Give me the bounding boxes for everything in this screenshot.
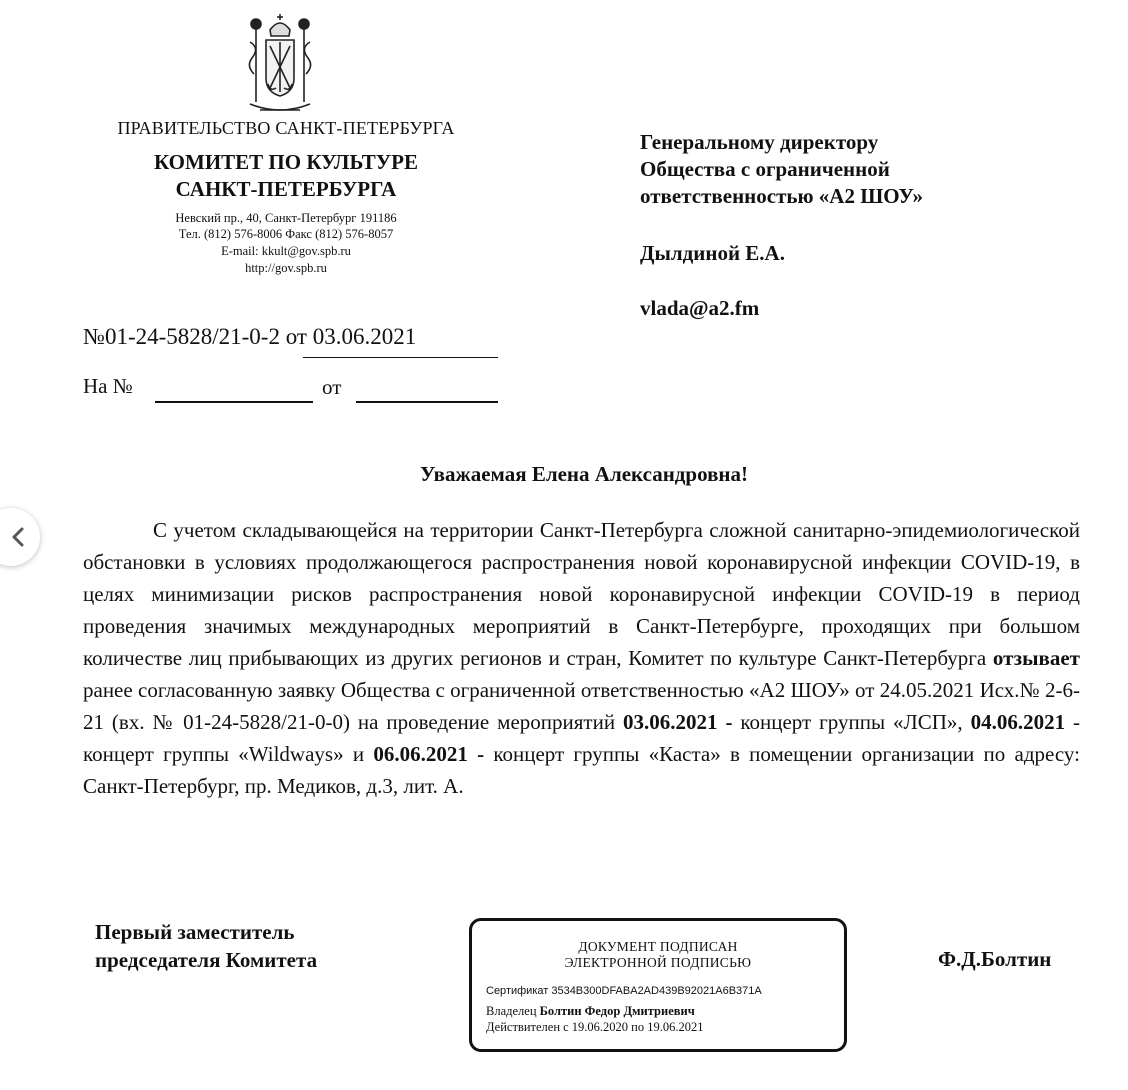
e-signature-stamp: [469, 918, 847, 1052]
body-paragraph: [83, 514, 1080, 802]
signatory-title-line2: председателя Комитета: [95, 948, 318, 972]
body-bold-date3: 06.06.2021 -: [373, 742, 485, 766]
issuer-phone: Тел. (812) 576-8006 Факс (812) 576-8057: [178, 227, 394, 241]
issuer-address: Невский пр., 40, Санкт-Петербург 191186: [175, 211, 397, 225]
stamp-owner-name: Болтин Федор Дмитриевич: [539, 1004, 695, 1018]
reply-number-label: На №: [83, 374, 133, 398]
body-text-part3: концерт группы «ЛСП»,: [732, 710, 971, 734]
stamp-heading-line1: ДОКУМЕНТ ПОДПИСАН: [578, 939, 738, 954]
body-text-part1: С учетом складывающейся на территории Санкт-Петербурга сложной санитарно-эпидемиологической обстановки в условиях продолжающегося распространения новой коронавирусной инфекции COVID-19, в целях минимизации рисков распространения новой коронавирусной инфекции COVID-19 в период проведения значимых международных мероприятий в Санкт-Петербурге, проходящих при большом количестве лиц прибывающих из других регионов и стран, Комитет по культуре Санкт-Петербурга: [83, 518, 1080, 670]
signatory-title-line1: Первый заместитель: [95, 920, 295, 944]
stamp-owner: [486, 1004, 695, 1019]
stamp-certificate: Сертификат 3534B300DFABA2AD439B92021A6B371A: [486, 985, 762, 997]
committee-title-line1: КОМИТЕТ ПО КУЛЬТУРЕ: [153, 150, 419, 174]
body-text-part2: ранее согласованную заявку Общества с ограниченной ответственностью «А2 ШОУ» от 24.05.2021 Исх.№ 2-6-21 (вх. № 01-24-5828/21-0-0) на проведение мероприятий: [83, 678, 1080, 734]
reply-date-label: от: [322, 375, 342, 399]
addressee-organization-line1: Общества с ограниченной: [640, 157, 890, 181]
addressee-name: Дылдиной Е.А.: [640, 241, 785, 265]
reply-date-blank: [356, 401, 498, 403]
coat-of-arms-icon: [232, 12, 328, 120]
committee-title-line2: САНКТ-ПЕТЕРБУРГА: [175, 177, 397, 201]
registration-number: №01-24-5828/21-0-2 от 03.06.2021: [83, 324, 417, 349]
registration-underline: [303, 357, 498, 358]
stamp-validity: Действителен с 19.06.2020 по 19.06.2021: [486, 1020, 704, 1034]
addressee-organization-line2: ответственностью «А2 ШОУ»: [640, 184, 924, 208]
addressee-email: vlada@a2.fm: [640, 296, 760, 320]
issuer-email: E-mail: kkult@gov.spb.ru: [221, 244, 351, 258]
addressee-position: Генеральному директору: [640, 130, 879, 154]
government-title: ПРАВИТЕЛЬСТВО САНКТ-ПЕТЕРБУРГА: [117, 118, 455, 138]
body-bold-date1: 03.06.2021 -: [623, 710, 733, 734]
signatory-name: Ф.Д.Болтин: [938, 947, 1052, 971]
body-text-part4: - концерт группы «Wildways» и: [83, 710, 1080, 766]
greeting: Уважаемая Елена Александровна!: [419, 462, 749, 486]
previous-button[interactable]: [0, 508, 40, 566]
body-text-part5: концерт группы «Каста» в помещении организации по адресу: Санкт-Петербург, пр. Медиков, д.3, лит. А.: [83, 742, 1080, 798]
chevron-left-icon: [10, 526, 26, 548]
letter-body: [83, 514, 1080, 802]
body-bold-revokes: отзывает: [992, 646, 1080, 670]
issuer-website: http://gov.spb.ru: [245, 261, 327, 275]
stamp-owner-label: Владелец: [486, 1004, 540, 1018]
reply-number-blank: [155, 401, 313, 403]
body-bold-date2: 04.06.2021: [970, 710, 1066, 734]
stamp-heading-line2: ЭЛЕКТРОННОЙ ПОДПИСЬЮ: [564, 955, 752, 970]
